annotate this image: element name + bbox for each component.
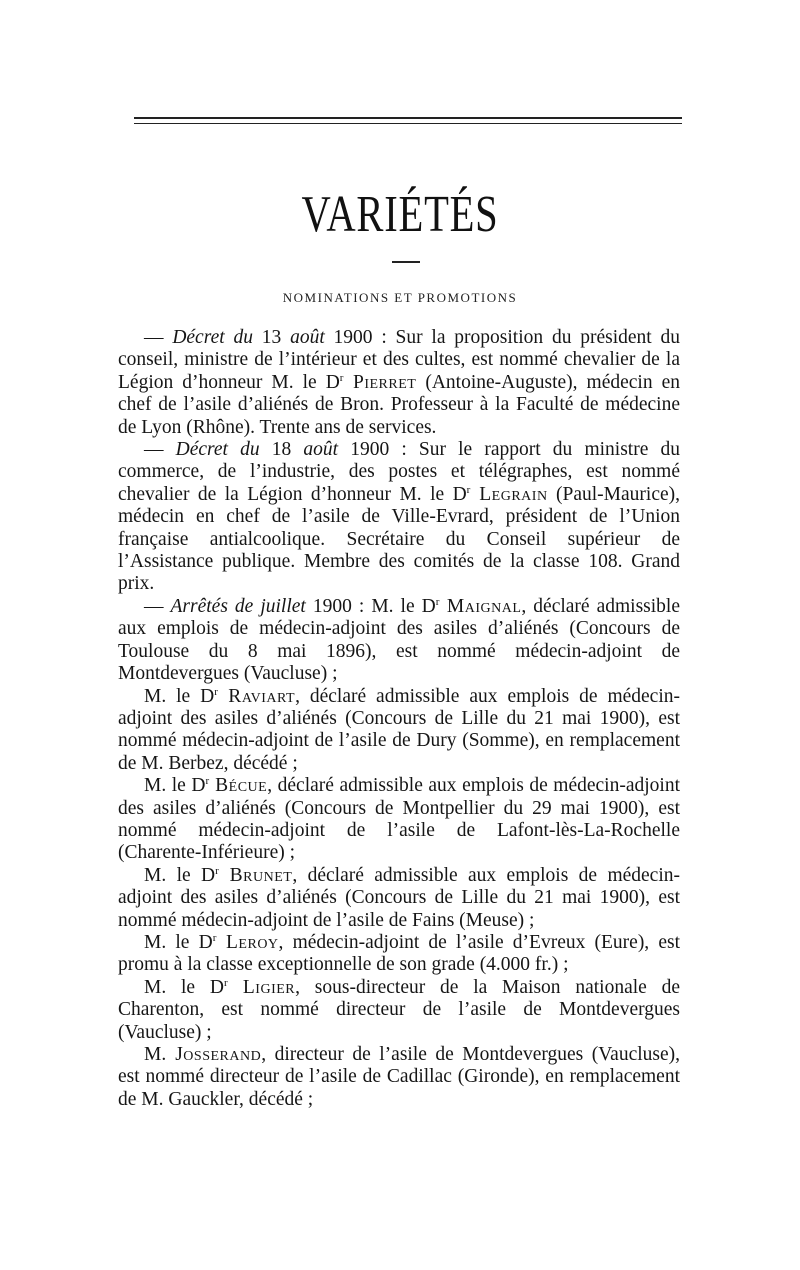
article-body <box>118 327 680 1111</box>
paragraph-text: 1900 : Sur la proposition du président du conseil, ministre de l’intérieur et des cultes, est nommé chevalier de la Légion d’honneur M. le D <box>118 327 681 393</box>
dash: — <box>144 439 176 461</box>
paragraph-ligier <box>118 977 680 1044</box>
paragraph-text: M. le D <box>144 976 224 998</box>
paragraph-text: , sous-directeur de la Maison nationale de Charenton, est nommé directeur de l’asile de Montdevergues (Vaucluse) ; <box>118 976 680 1043</box>
paragraph-text: (Paul-Maurice), médecin en chef de l’asile de Ville-Evrard, président de l’Union française antialcoolique. Secrétaire du Conseil supérieur de l’Assistance publique. Membre des comités de la classe 108. Grand prix. <box>118 483 680 595</box>
paragraph-text: M. <box>144 1044 167 1065</box>
title-divider <box>392 261 420 263</box>
title-superscript: r <box>223 976 228 989</box>
paragraph-arretes-maignal <box>118 596 680 686</box>
paragraph-raviart <box>118 686 680 776</box>
decree-day: 13 <box>252 327 291 348</box>
decree-label: Arrêtés de juillet <box>170 595 306 617</box>
paragraph-decret-legrain <box>118 439 680 596</box>
person-name: Pierret <box>343 371 417 393</box>
person-name: Legrain <box>470 483 548 505</box>
decree-day: 18 <box>259 439 304 461</box>
title-superscript: r <box>215 864 219 877</box>
paragraph-text: (Antoine-Auguste), médecin en chef de l’asile d’aliénés de Bron. Professeur à la Faculté de médecine de Lyon (Rhône). Trente ans de services. <box>118 371 680 438</box>
decree-month: août <box>303 439 339 461</box>
paragraph-text: , directeur de l’asile de Montdevergues (Vaucluse), est nommé directeur de l’asile de Cadillac (Gironde), en remplacement de M. Gauckler, décédé ; <box>118 1044 681 1110</box>
paragraph-brunet <box>118 865 680 932</box>
paragraph-text: 1900 : Sur le rapport du ministre du commerce, de l’industrie, des postes et télégraphes, est nommé chevalier de la Légion d’honneur M. le D <box>118 439 680 505</box>
paragraph-text: , déclaré admissible aux emplois de médecin-adjoint des asiles d’aliénés (Concours de Lille du 21 mai 1900), est nommé médecin-adjoint de l’asile de Dury (Somme), en remplacement de M. Berbez, décédé ; <box>118 685 680 774</box>
person-name: Raviart <box>217 685 296 707</box>
title-superscript: r <box>214 685 218 698</box>
paragraph-leroy <box>118 932 680 977</box>
paragraph-text: M. le D <box>144 685 215 707</box>
dash: — <box>144 595 171 617</box>
paragraph-text: , déclaré admissible aux emplois de médecin-adjoint des asiles d’aliénés (Concours de Montpellier du 29 mai 1900), est nommé médecin-adjoint de l’asile de Lafont-lès-La-Rochelle (Charente-Inférieure) ; <box>118 775 681 864</box>
decree-label: Décret du <box>175 439 260 461</box>
person-name: Brunet <box>218 864 293 886</box>
decree-month: août <box>290 327 325 348</box>
paragraph-text: M. le D <box>144 775 206 797</box>
section-heading: NOMINATIONS ET PROMOTIONS <box>282 290 518 305</box>
paragraph-text: M. le D <box>144 864 216 886</box>
title-superscript: r <box>339 371 344 384</box>
paragraph-becue <box>118 775 680 865</box>
person-name: Ligier <box>227 976 296 998</box>
top-double-rule <box>134 117 682 124</box>
paragraph-text: M. le D <box>144 931 213 953</box>
paragraph-text: 1900 : M. le D <box>305 595 436 617</box>
title-superscript: r <box>435 595 440 608</box>
person-name: Maignal <box>439 595 522 617</box>
person-name: Leroy <box>216 931 279 953</box>
paragraph-decret-pierret <box>118 327 680 439</box>
dash: — <box>144 327 173 348</box>
title-superscript: r <box>212 931 217 944</box>
paragraph-text: , déclaré admissible aux emplois de médecin-adjoint des asiles d’aliénés (Concours de Toulouse du 8 mai 1896), est nommé médecin-adjoint de Montdevergues (Vaucluse) ; <box>118 595 680 685</box>
person-name: Bécue <box>209 775 268 797</box>
paragraph-text: , déclaré admissible aux emplois de médecin-adjoint des asiles d’aliénés (Concours de Lille du 21 mai 1900), est nommé médecin-adjoint de l’asile de Fains (Meuse) ; <box>118 864 680 931</box>
title-superscript: r <box>466 483 471 496</box>
person-name: Josserand <box>166 1044 262 1065</box>
page-title: VARIÉTÉS <box>301 186 499 243</box>
paragraph-josserand <box>118 1044 680 1111</box>
paragraph-text: , médecin-adjoint de l’asile d’Evreux (Eure), est promu à la classe exceptionnelle de son grade (4.000 fr.) ; <box>118 931 680 976</box>
title-superscript: r <box>205 775 210 788</box>
decree-label: Décret du <box>172 327 253 348</box>
